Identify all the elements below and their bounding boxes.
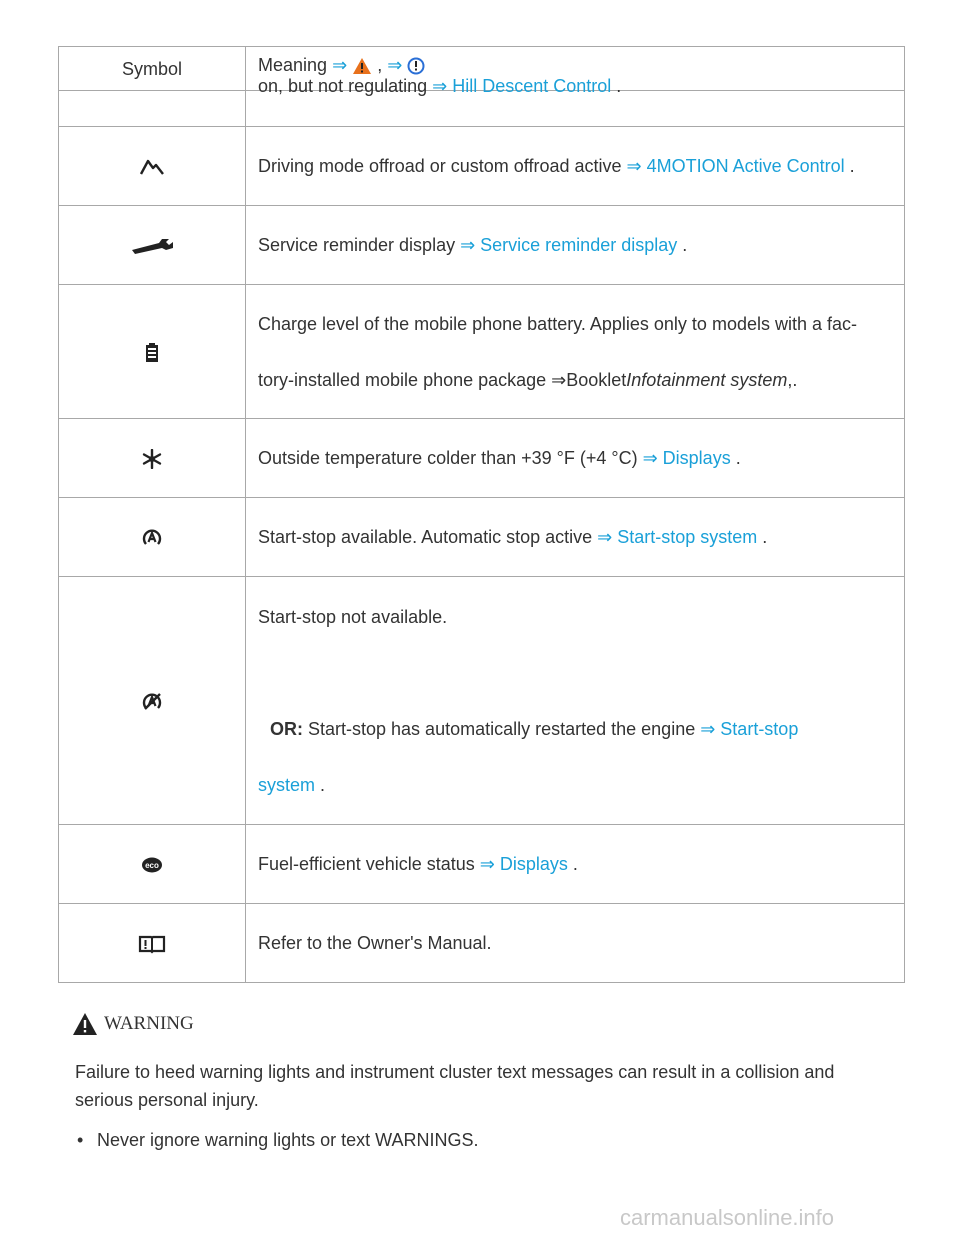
wrench-icon [129,236,175,256]
alert-circle-icon [407,57,425,75]
header-meaning-label: Meaning [258,55,333,75]
row-end: . [567,854,578,874]
symbol-cell [59,577,246,825]
owners-manual-icon [138,934,166,954]
symbol-table [58,46,905,983]
or-label: OR: [270,718,303,739]
header-comma: , [377,55,388,75]
table-row [59,498,905,577]
displays-link[interactable]: ⇒ Displays [642,448,731,468]
meaning-cell [246,498,905,577]
row-end: ,. [787,369,798,390]
svg-text:eco: eco [145,861,159,871]
offroad-mountain-icon [139,157,165,177]
table-row [59,904,905,983]
row-end: . [730,448,741,468]
table-row [59,285,905,419]
header-line2 [258,76,621,96]
row-text: Outside temperature colder than +39 °F (+4 °C) [258,448,643,468]
symbol-cell [59,206,246,285]
warning-bullet [72,1126,892,1154]
hill-descent-link[interactable]: ⇒ Hill Descent Control [432,76,612,96]
warning-triangle-icon [72,1012,98,1036]
warning-heading [72,1012,892,1036]
meaning-cell [246,419,905,498]
symbol-cell [59,419,246,498]
meaning-cell [246,206,905,285]
row-text: Driving mode offroad or custom offroad active [258,156,627,176]
row-text: Fuel-efficient vehicle status [258,854,480,874]
start-stop-link[interactable]: ⇒ Start-stop system [597,527,758,547]
header-meaning [246,47,905,96]
arrow-link[interactable]: ⇒ [332,55,348,75]
or-line-2 [258,771,894,799]
start-stop-not-available: Start-stop not available. [258,606,448,627]
snowflake-icon [142,449,162,469]
table-header-row [59,47,905,91]
table-row [59,419,905,498]
row-end: . [315,774,326,795]
watermark: carmanualsonline.info [620,1205,835,1230]
empty-symbol-cell [59,91,246,127]
warning-triangle-icon [352,57,372,75]
table-row [59,825,905,904]
meaning-cell [246,577,905,825]
meaning-cell [246,127,905,206]
row-end: . [844,156,855,176]
spacer [258,631,894,687]
meaning-cell [246,285,905,419]
start-stop-link-2b[interactable]: system [258,774,316,795]
start-stop-link-2[interactable]: ⇒ Start-stop [700,718,799,739]
4motion-link[interactable]: ⇒ 4MOTION Active Control [626,156,845,176]
row-text: Start-stop available. Automatic stop active [258,527,598,547]
start-stop-icon [141,527,163,549]
warning-block [72,1012,892,1154]
table-row [59,127,905,206]
meaning-cell [246,825,905,904]
battery-icon [145,343,159,363]
row-end: . [677,235,688,255]
symbol-cell [59,127,246,206]
warning-title: WARNING [104,1013,194,1034]
or-text: Start-stop has automatically restarted the engine [303,718,701,739]
header-line2-end: . [611,76,622,96]
infotainment-italic: Infotainment system [626,369,788,390]
or-line [258,715,894,743]
header-line2-text: on, but not regulating [258,76,433,96]
symbol-cell [59,825,246,904]
bullet-dot: • [77,1130,84,1150]
row-text: Refer to the Owner's Manual. [258,933,492,953]
row-end: . [757,527,768,547]
start-stop-off-icon [141,691,163,713]
symbol-cell [59,498,246,577]
symbol-cell [59,285,246,419]
header-symbol: Symbol [59,47,246,91]
table-row [59,206,905,285]
bullet-text: Never ignore warning lights or text WARNINGS. [97,1130,479,1150]
displays-link-2[interactable]: ⇒ Displays [479,854,568,874]
row-text: Service reminder display [258,235,461,255]
battery-line2-text: tory-installed mobile phone package ⇒Booklet [258,369,627,390]
battery-line2 [258,366,894,394]
service-reminder-link[interactable]: ⇒ Service reminder display [460,235,678,255]
battery-line1: Charge level of the mobile phone battery. Applies only to models with a fac- [258,313,858,334]
eco-icon [141,856,163,874]
arrow-link-2[interactable]: ⇒ [387,55,403,75]
warning-text: Failure to heed warning lights and instrument cluster text messages can result in a collision and serious personal injury. [75,1062,835,1110]
meaning-cell [246,904,905,983]
table-row [59,577,905,825]
symbol-cell [59,904,246,983]
